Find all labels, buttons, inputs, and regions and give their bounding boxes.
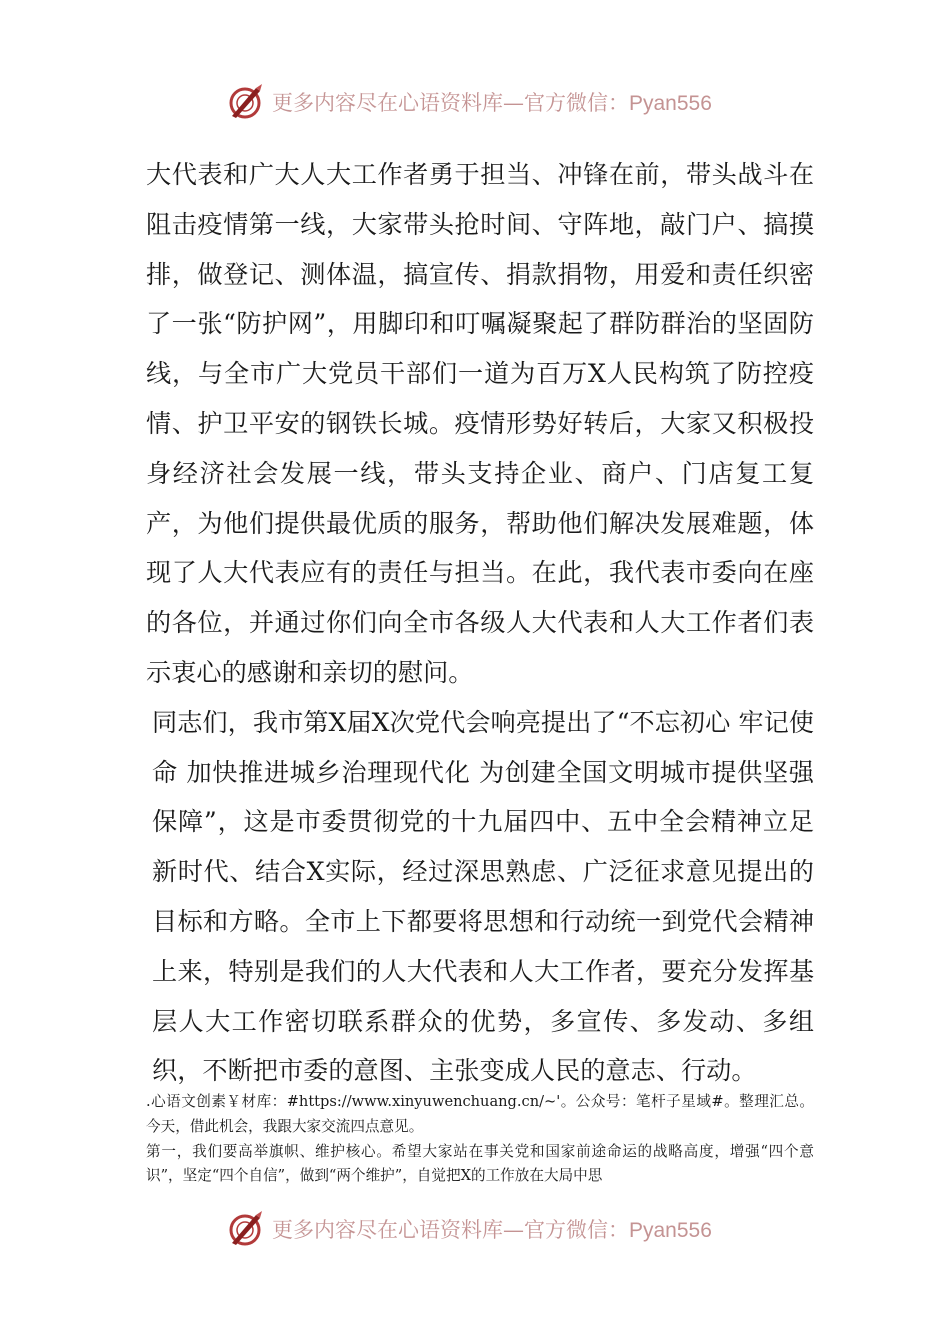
banner-text: 更多内容尽在心语资料库—官方微信：Pyan556 bbox=[272, 1218, 712, 1242]
wechat-id: Pyan556 bbox=[629, 92, 712, 115]
small-print-line: 第一，我们要高举旗帜、维护核心。希望大家站在事关党和国家前途命运的战略高度，增强“四个意识”，坚定“四个自信”，做到“两个维护”，自觉把X的工作放在大局中思 bbox=[146, 1142, 814, 1185]
small-print-line: .心语文创素￥材库：#https://www.xinyuwenchuang.cn/~'。公众号：笔杆子星域#。整理汇总。今天，借此机会，我跟大家交流四点意见。 bbox=[146, 1093, 814, 1135]
pen-circle-logo-icon bbox=[226, 1209, 266, 1249]
wechat-id: Pyan556 bbox=[629, 1219, 712, 1242]
header-banner bbox=[226, 80, 746, 124]
paragraph: 同志们，我市第X届X次党代会响亮提出了“不忘初心 牢记使命 加快推进城乡治理现代化 为创建全国文明城市提供坚强保障”，这是市委贯彻党的十九届四中、五中全会精神立足新时代、结合X实际，经过深思熟虑、广泛征求意见提出的目标和方略。全市上下都要将思想和行动统一到党代会精神上来，特别是我们的人大代表和人大工作者，要充分发挥基层人大工作密切联系群众的优势，多宣传、多发动、多组织，不断把市委的意图、主张变成人民的意志、行动。 bbox=[152, 707, 814, 1086]
pen-circle-logo-icon bbox=[226, 82, 266, 122]
small-print bbox=[146, 1090, 814, 1189]
paragraph: 大代表和广大人大工作者勇于担当、冲锋在前，带头战斗在阻击疫情第一线，大家带头抢时间、守阵地，敲门户、搞摸排，做登记、测体温，搞宣传、捐款捐物，用爱和责任织密了一张“防护网”，用脚印和叮嘱凝聚起了群防群治的坚固防线，与全市广大党员干部们一道为百万X人民构筑了防控疫情、护卫平安的钢铁长城。疫情形势好转后，大家又积极投身经济社会发展一线，带头支持企业、商户、门店复工复产，为他们提供最优质的服务，帮助他们解决发展难题，体现了人大代表应有的责任与担当。在此，我代表市委向在座的各位，并通过你们向全市各级人大代表和人大工作者们表示衷心的感谢和亲切的慰问。 bbox=[146, 160, 814, 687]
banner-text: 更多内容尽在心语资料库—官方微信：Pyan556 bbox=[272, 91, 712, 115]
footer-banner bbox=[226, 1207, 746, 1251]
document-body bbox=[146, 150, 814, 1096]
